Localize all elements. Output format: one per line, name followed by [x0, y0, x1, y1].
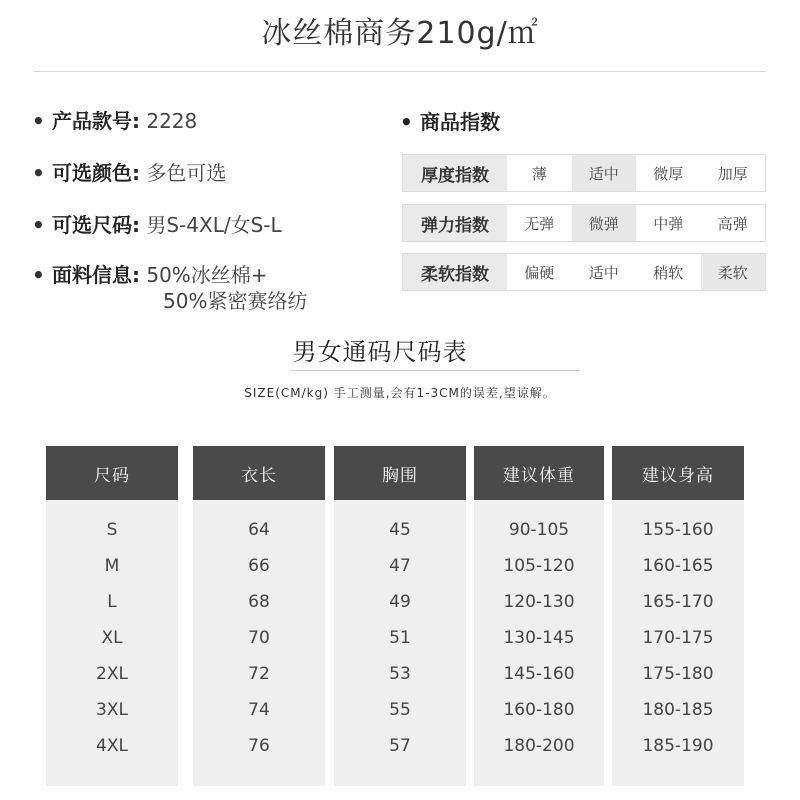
table-cell: 160-180 [503, 700, 575, 720]
table-cell: 2XL [96, 664, 128, 684]
column-header: 建议体重 [474, 446, 604, 500]
table-cell: 4XL [96, 736, 128, 756]
column-header: 建议身高 [612, 446, 744, 500]
table-cell: 165-170 [642, 592, 714, 612]
title-divider [34, 71, 766, 72]
table-cell: 185-190 [642, 736, 714, 756]
index-option: 适中 [572, 254, 637, 290]
index-option: 偏硬 [507, 254, 572, 290]
table-cell: 160-165 [642, 556, 714, 576]
table-cell: 45 [389, 520, 411, 540]
size-column [46, 446, 178, 786]
index-option: 中弹 [636, 205, 701, 241]
table-cell: 47 [389, 556, 411, 576]
bullet: • [32, 161, 45, 185]
index-option: 稍软 [636, 254, 701, 290]
table-cell: 74 [248, 700, 270, 720]
index-option: 薄 [507, 155, 572, 191]
colors-label: 可选颜色: [52, 161, 140, 185]
table-cell: 120-130 [503, 592, 575, 612]
height-column [612, 446, 744, 786]
index-row-softness [402, 253, 766, 291]
index-row-elasticity [402, 204, 766, 242]
table-cell: 170-175 [642, 628, 714, 648]
index-heading [400, 106, 500, 135]
index-option: 无弹 [507, 205, 572, 241]
table-cell: 180-200 [503, 736, 575, 756]
info-fabric [32, 262, 308, 313]
colors-value: 多色可选 [146, 161, 227, 185]
chest-column [334, 446, 466, 786]
page-title: 冰丝棉商务210g/㎡ [261, 16, 539, 51]
table-cell: S [106, 520, 118, 540]
product-no-label: 产品款号: [52, 109, 140, 133]
table-cell: 175-180 [642, 664, 714, 684]
info-colors [32, 160, 226, 186]
table-cell: 180-185 [642, 700, 714, 720]
index-label: 弹力指数 [403, 205, 507, 241]
table-cell: 57 [389, 736, 411, 756]
fabric-value-line1: 50%冰丝棉+ [146, 263, 268, 287]
product-no-value: 2228 [146, 109, 198, 133]
index-option: 微厚 [636, 155, 701, 191]
bullet: • [400, 110, 413, 134]
table-cell: 155-160 [642, 520, 714, 540]
table-cell: 72 [248, 664, 270, 684]
table-cell: 130-145 [503, 628, 575, 648]
table-cell: 55 [389, 700, 411, 720]
sizes-value: 男S-4XL/女S-L [146, 213, 282, 237]
index-label: 厚度指数 [403, 155, 507, 191]
bullet: • [32, 263, 45, 287]
fabric-value-line2: 50%紧密赛络纺 [163, 289, 308, 313]
table-cell: 51 [389, 628, 411, 648]
length-column [193, 446, 325, 786]
table-cell: 68 [248, 592, 270, 612]
table-cell: XL [101, 628, 123, 648]
table-cell: 90-105 [508, 520, 570, 540]
table-cell: 76 [248, 736, 270, 756]
sizes-label: 可选尺码: [52, 213, 140, 237]
index-option-selected: 微弹 [572, 205, 637, 241]
index-option-selected: 适中 [572, 155, 637, 191]
table-cell: 105-120 [503, 556, 575, 576]
index-option-selected: 柔软 [701, 254, 766, 290]
bullet: • [32, 213, 45, 237]
table-cell: 53 [389, 664, 411, 684]
table-cell: 49 [389, 592, 411, 612]
weight-column [474, 446, 604, 786]
index-label: 柔软指数 [403, 254, 507, 290]
table-cell: 66 [248, 556, 270, 576]
table-cell: 64 [248, 520, 270, 540]
table-cell: M [104, 556, 120, 576]
info-product-no [32, 108, 197, 134]
column-header: 衣长 [193, 446, 325, 500]
info-sizes [32, 212, 282, 238]
fabric-label: 面料信息: [52, 263, 140, 287]
size-table-note: SIZE(CM/kg) 手工测量,会有1-3CM的误差,望谅解。 [244, 386, 556, 400]
size-title-divider [290, 370, 580, 371]
table-cell: 70 [248, 628, 270, 648]
index-title: 商品指数 [420, 110, 500, 134]
table-cell: L [107, 592, 117, 612]
column-header: 尺码 [46, 446, 178, 500]
size-table-title: 男女通码尺码表 [292, 338, 468, 366]
table-cell: 3XL [96, 700, 128, 720]
index-row-thickness [402, 154, 766, 192]
bullet: • [32, 109, 45, 133]
column-header: 胸围 [334, 446, 466, 500]
index-option: 加厚 [701, 155, 766, 191]
index-option: 高弹 [701, 205, 766, 241]
table-cell: 145-160 [503, 664, 575, 684]
